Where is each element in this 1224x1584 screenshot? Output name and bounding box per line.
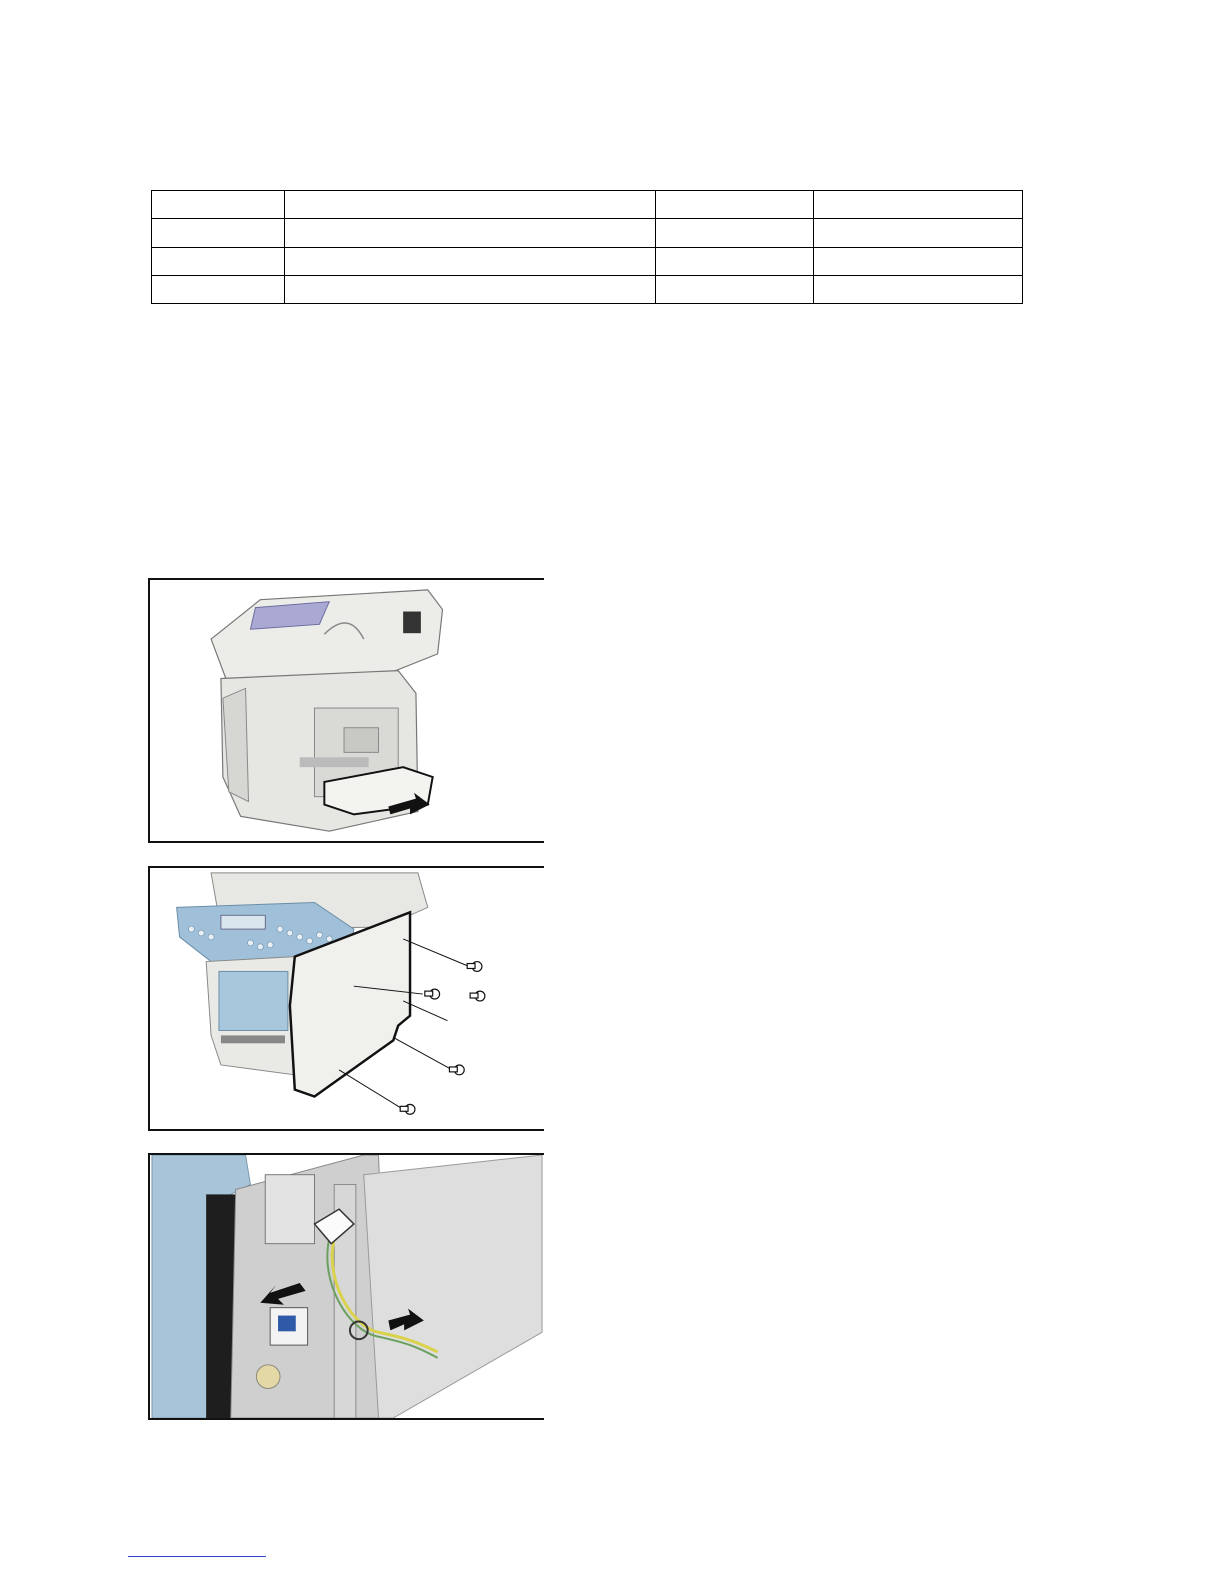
- harness-illustration: [150, 1155, 544, 1418]
- table-cell: [152, 191, 285, 219]
- side-cover-illustration: [150, 868, 544, 1129]
- table-row: [152, 219, 1023, 247]
- table-cell: [285, 219, 656, 247]
- table-cell: [152, 247, 285, 275]
- table-cell: [285, 275, 656, 303]
- table-cell: [656, 247, 814, 275]
- table-row: [152, 191, 1023, 219]
- footer-rule: [128, 1556, 266, 1557]
- figure-printer-rear-view: [148, 578, 544, 843]
- printer-rear-illustration: [150, 580, 544, 841]
- figure-harness-connector: [148, 1153, 544, 1420]
- table-cell: [656, 219, 814, 247]
- table-cell: [656, 191, 814, 219]
- figure-side-cover-screws: [148, 866, 544, 1131]
- table-row: [152, 275, 1023, 303]
- spec-table: [151, 190, 1023, 304]
- table-cell: [814, 247, 1023, 275]
- table-cell: [152, 219, 285, 247]
- table-cell: [656, 275, 814, 303]
- table-cell: [285, 247, 656, 275]
- screw-icon: [400, 962, 485, 1115]
- table-cell: [814, 219, 1023, 247]
- table-cell: [814, 191, 1023, 219]
- table-cell: [814, 275, 1023, 303]
- table-cell: [285, 191, 656, 219]
- table-cell: [152, 275, 285, 303]
- table-row: [152, 247, 1023, 275]
